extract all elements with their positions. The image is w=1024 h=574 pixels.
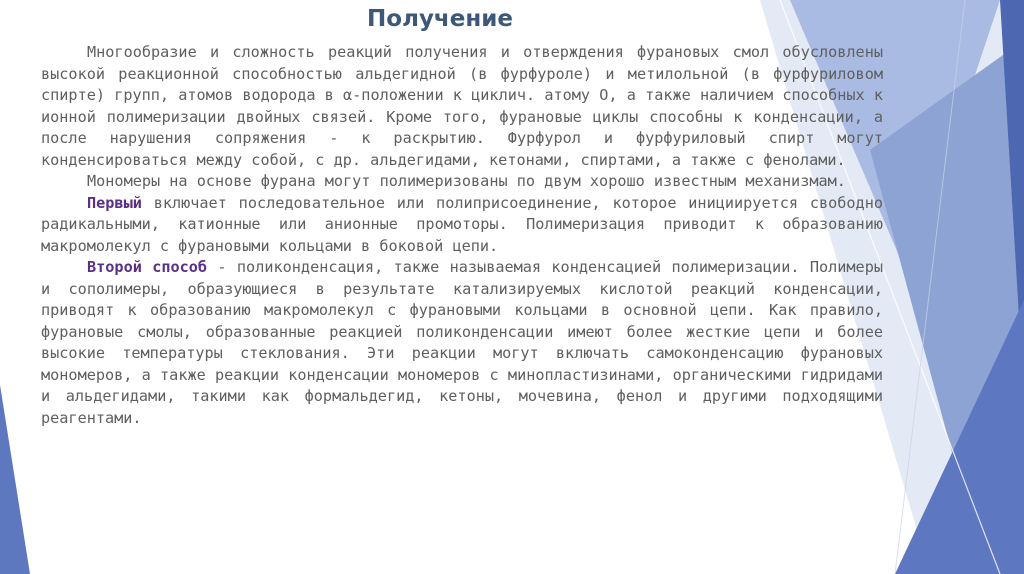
paragraph-text: включает последовательное или полиприсоединение, которое инициируется свободно радикальными, катионные или анионные промоторы. Полимеризация приводит к образованию макромолекул с фурановыми кольцами в боковой цепи. bbox=[41, 193, 883, 255]
paragraph-monomers bbox=[41, 171, 883, 193]
paragraph-text: Мономеры на основе фурана могут полимеризованы по двум хорошо известным механизмам. bbox=[87, 172, 846, 190]
paragraph-first-mechanism bbox=[41, 193, 883, 258]
keyword-second: Второй способ bbox=[87, 258, 208, 276]
paragraph-intro bbox=[41, 42, 883, 171]
slide-title: Получение bbox=[367, 6, 513, 32]
paragraph-text: Многообразие и сложность реакций получения и отверждения фурановых смол обусловлены высокой реакционной способностью альдегидной (в фурфуроле) и метилольной (в фурфуриловом спирте) групп, атомов водорода в α-положении к циклич. атому О, а также наличием способных к ионной полимеризации двойных связей. Кроме того, фурановые циклы способны к конденсации, а после нарушения сопряжения - к раскрытию. Фурфурол и фурфуриловый спирт могут конденсироваться между собой, с др. альдегидами, кетонами, спиртами, а также с фенолами. bbox=[41, 43, 883, 169]
paragraph-text: - поликонденсация, также называемая конденсацией полимеризации. Полимеры и сополимеры, образующиеся в результате катализируемых кислотой реакций конденсации, приводят к образованию макромолекул с фурановыми кольцами в основной цепи. Как правило, фурановые смолы, образованные реакцией поликонденсации имеют более жесткие цепи и более высокие температуры стеклования. Эти реакции могут включать самоконденсацию фурановых мономеров, а также реакции конденсации мономеров с минопластизинами, органическими гидридами и альдегидами, такими как формальдегид, кетоны, мочевина, фенол и другими подходящими реагентами. bbox=[41, 258, 883, 427]
slide-body bbox=[41, 42, 883, 429]
paragraph-second-mechanism bbox=[41, 257, 883, 429]
keyword-first: Первый bbox=[87, 193, 142, 212]
